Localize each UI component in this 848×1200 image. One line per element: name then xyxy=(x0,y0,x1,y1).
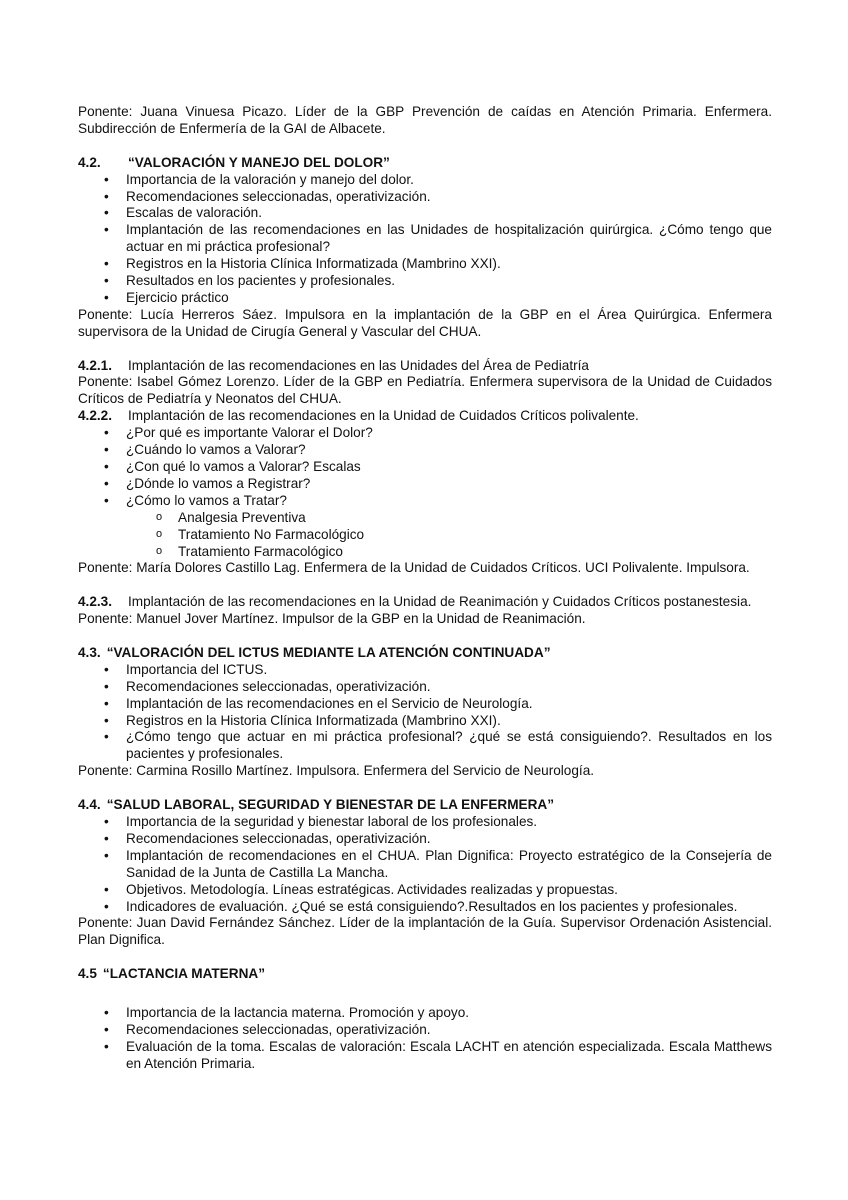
list-item: • ¿Con qué lo vamos a Valorar? Escalas xyxy=(78,459,772,476)
list-item: • ¿Cuándo lo vamos a Valorar? xyxy=(78,442,772,459)
list-item: • Importancia de la seguridad y bienestar laboral de los profesionales. xyxy=(78,814,772,831)
document-page xyxy=(78,104,772,1073)
section-4-2-3-heading xyxy=(78,594,772,611)
section-number: 4.2. xyxy=(78,154,101,170)
section-title: “SALUD LABORAL, SEGURIDAD Y BIENESTAR DE LA ENFERMERA” xyxy=(106,797,555,813)
list-item: • Registros en la Historia Clínica Informatizada (Mambrino XXI). xyxy=(78,713,772,730)
list-item: • ¿Dónde lo vamos a Registrar? xyxy=(78,476,772,493)
section-4-2-heading xyxy=(78,155,772,172)
list-item: • Implantación de recomendaciones en el CHUA. Plan Dignifica: Proyecto estratégico de la Consejería de Sanidad de la Junta de Castilla La Mancha. xyxy=(78,848,772,882)
section-4-2-3-ponente: Ponente: Manuel Jover Martínez. Impulsor de la GBP en la Unidad de Reanimación. xyxy=(78,611,586,627)
list-item: • ¿Cómo tengo que actuar en mi práctica profesional? ¿qué se está consiguiendo?. Resultados en los pacientes y profesionales. xyxy=(78,729,772,763)
section-4-2-1-heading xyxy=(78,358,772,375)
list-item: • Importancia de la lactancia materna. Promoción y apoyo. xyxy=(78,1005,772,1022)
list-item: • Indicadores de evaluación. ¿Qué se está consiguiendo?.Resultados en los pacientes y profesionales. xyxy=(78,899,772,916)
list-item: • Recomendaciones seleccionadas, operativización. xyxy=(78,1022,772,1039)
section-number: 4.2.1. xyxy=(78,357,113,373)
list-item: • ¿Cómo lo vamos a Tratar? xyxy=(78,493,772,510)
section-4-5-heading xyxy=(78,966,772,983)
section-title: Implantación de las recomendaciones en la Unidad de Cuidados Críticos polivalente. xyxy=(128,408,639,424)
section-4-3-list xyxy=(78,662,772,763)
section-number: 4.4. xyxy=(78,797,101,813)
section-4-3-heading xyxy=(78,645,772,662)
section-number: 4.2.3. xyxy=(78,594,113,610)
list-item: • ¿Por qué es importante Valorar el Dolor? xyxy=(78,425,772,442)
section-number: 4.2.2. xyxy=(78,408,113,424)
section-title: “VALORACIÓN DEL ICTUS MEDIANTE LA ATENCIÓN CONTINUADA” xyxy=(106,644,551,660)
sub-list-item: o Tratamiento No Farmacológico xyxy=(78,527,772,544)
list-item: • Evaluación de la toma. Escalas de valoración: Escala LACHT en atención especializada. Escala Matthews en Atención Primaria. xyxy=(78,1039,772,1073)
section-4-3-ponente: Ponente: Carmina Rosillo Martínez. Impulsora. Enfermera del Servicio de Neurología. xyxy=(78,763,595,779)
section-4-4-list xyxy=(78,814,772,915)
section-4-2-1-ponente: Ponente: Isabel Gómez Lorenzo. Líder de la GBP en Pediatría. Enfermera supervisora de la Unidad de Cuidados Críticos de Pediatría y Neonatos del CHUA. xyxy=(78,374,772,407)
section-4-2-2-heading xyxy=(78,408,772,425)
section-title: “LACTANCIA MATERNA” xyxy=(102,966,266,982)
sub-list-item: o Analgesia Preventiva xyxy=(78,510,772,527)
section-4-4-ponente: Ponente: Juan David Fernández Sánchez. Líder de la implantación de la Guía. Supervisor Ordenación Asistencial. Plan Dignifica. xyxy=(78,915,772,948)
list-item: • Importancia del ICTUS. xyxy=(78,662,772,679)
list-item: • Recomendaciones seleccionadas, operativización. xyxy=(78,831,772,848)
section-title: Implantación de las recomendaciones en las Unidades del Área de Pediatría xyxy=(128,357,589,373)
section-4-5-list xyxy=(78,1005,772,1073)
list-item: • Escalas de valoración. xyxy=(78,205,772,222)
section-number: 4.5 xyxy=(78,966,97,982)
list-item: • Resultados en los pacientes y profesionales. xyxy=(78,273,772,290)
list-item: • Implantación de las recomendaciones en el Servicio de Neurología. xyxy=(78,696,772,713)
list-item: • Ejercicio práctico xyxy=(78,290,772,307)
section-4-4-heading xyxy=(78,797,772,814)
list-item: • Recomendaciones seleccionadas, operativización. xyxy=(78,679,772,696)
intro-ponente: Ponente: Juana Vinuesa Picazo. Líder de la GBP Prevención de caídas en Atención Primaria. Enfermera. Subdirección de Enfermería de la GAI de Albacete. xyxy=(78,104,772,136)
list-item: • Importancia de la valoración y manejo del dolor. xyxy=(78,172,772,189)
section-title: “VALORACIÓN Y MANEJO DEL DOLOR” xyxy=(128,154,390,170)
section-4-2-list xyxy=(78,172,772,307)
list-item: • Registros en la Historia Clínica Informatizada (Mambrino XXI). xyxy=(78,256,772,273)
section-4-2-2-sublist xyxy=(78,510,772,561)
sub-list-item: o Tratamiento Farmacológico xyxy=(78,544,772,561)
section-4-2-2-ponente: Ponente: María Dolores Castillo Lag. Enfermera de la Unidad de Cuidados Críticos. UCI Polivalente. Impulsora. xyxy=(78,560,750,576)
list-item: • Implantación de las recomendaciones en las Unidades de hospitalización quirúrgica. ¿Cómo tengo que actuar en mi práctica profesional? xyxy=(78,222,772,256)
section-4-2-2-list xyxy=(78,425,772,510)
section-4-2-ponente: Ponente: Lucía Herreros Sáez. Impulsora en la implantación de la GBP en el Área Quirúrgica. Enfermera supervisora de la Unidad de Cirugía General y Vascular del CHUA. xyxy=(78,306,772,339)
section-number: 4.3. xyxy=(78,644,101,660)
section-title: Implantación de las recomendaciones en la Unidad de Reanimación y Cuidados Críticos postanestesia. xyxy=(128,594,752,610)
list-item: • Recomendaciones seleccionadas, operativización. xyxy=(78,189,772,206)
list-item: • Objetivos. Metodología. Líneas estratégicas. Actividades realizadas y propuestas. xyxy=(78,882,772,899)
